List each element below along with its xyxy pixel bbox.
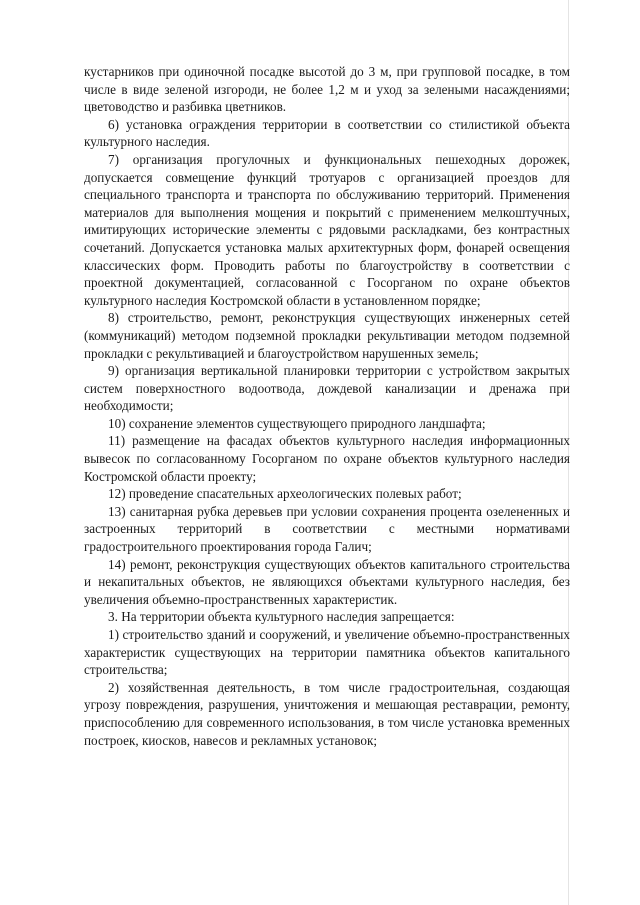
paragraph-item-13: 13) санитарная рубка деревьев при условии сохранения процента озелененных и застроенных территорий в соответствии с местными нормативами градостроительного проектирования города Галич;	[84, 503, 570, 555]
paragraph-item-8: 8) строительство, ремонт, реконструкция существующих инженерных сетей (коммуникаций) методом подземной прокладки рекультивации методом подземной прокладки с рекультивацией и благоустройством нарушенных земель;	[84, 310, 570, 361]
prohibition-item-2: 2) хозяйственная деятельность, в том числе градостроительная, создающая угрозу повреждения, разрушения, уничтожения и мешающая реставрации, ремонту, приспособлению для современного использования, в том числе установка временных построек, киосков, навесов и рекламных установок;	[84, 679, 570, 748]
paragraph-item-7: 7) организация прогулочных и функциональных пешеходных дорожек, допускается совмещение функций тротуаров с организацией проездов для специального транспорта и транспорта по обслуживанию территорий. Применения материалов для выполнения мощения и покрытий с применением мелкоштучных, имитирующих исторические элементы с рядовыми раскладками, без контрастных сочетаний. Допускается установка малых архитектурных форм, фонарей освещения классических форм. Проводить работы по благоустройству в соответствии с проектной документацией, согласованной с Госорганом по охране объектов культурного наследия Костромской области в установленном порядке;	[84, 151, 570, 308]
paragraph-item-14: 14) ремонт, реконструкция существующих объектов капитального строительства и некапитальных объектов, не являющихся объектами культурного наследия, без увеличения объемно-пространственных характеристик.	[84, 556, 570, 607]
prohibition-item-1: 1) строительство зданий и сооружений, и увеличение объемно-пространственных характеристик существующих на территории памятника объектов капитального строительства;	[84, 627, 570, 678]
paragraph-item-10: 10) сохранение элементов существующего природного ландшафта;	[108, 415, 486, 431]
paragraph-item-12: 12) проведение спасательных археологических полевых работ;	[108, 486, 462, 502]
document-body	[84, 63, 570, 749]
paragraph-item-11: 11) размещение на фасадах объектов культурного наследия информационных вывесок по согласованному Госорганом по охране объектов культурного наследия Костромской области проекту;	[84, 433, 570, 484]
paragraph-item-6: 6) установка ограждения территории в соответствии со стилистикой объекта культурного наследия.	[84, 116, 570, 150]
paragraph-continuation: кустарников при одиночной посадке высотой до 3 м, при групповой посадке, в том числе в виде зеленой изгороди, не более 1,2 м и уход за зелеными насаждениями; цветоводство и разбивка цветников.	[84, 64, 570, 115]
section-3-heading: 3. На территории объекта культурного наследия запрещается:	[108, 609, 455, 625]
paragraph-item-9: 9) организация вертикальной планировки территории с устройством закрытых систем поверхностного водоотвода, дождевой канализации и дренажа при необходимости;	[84, 363, 570, 414]
